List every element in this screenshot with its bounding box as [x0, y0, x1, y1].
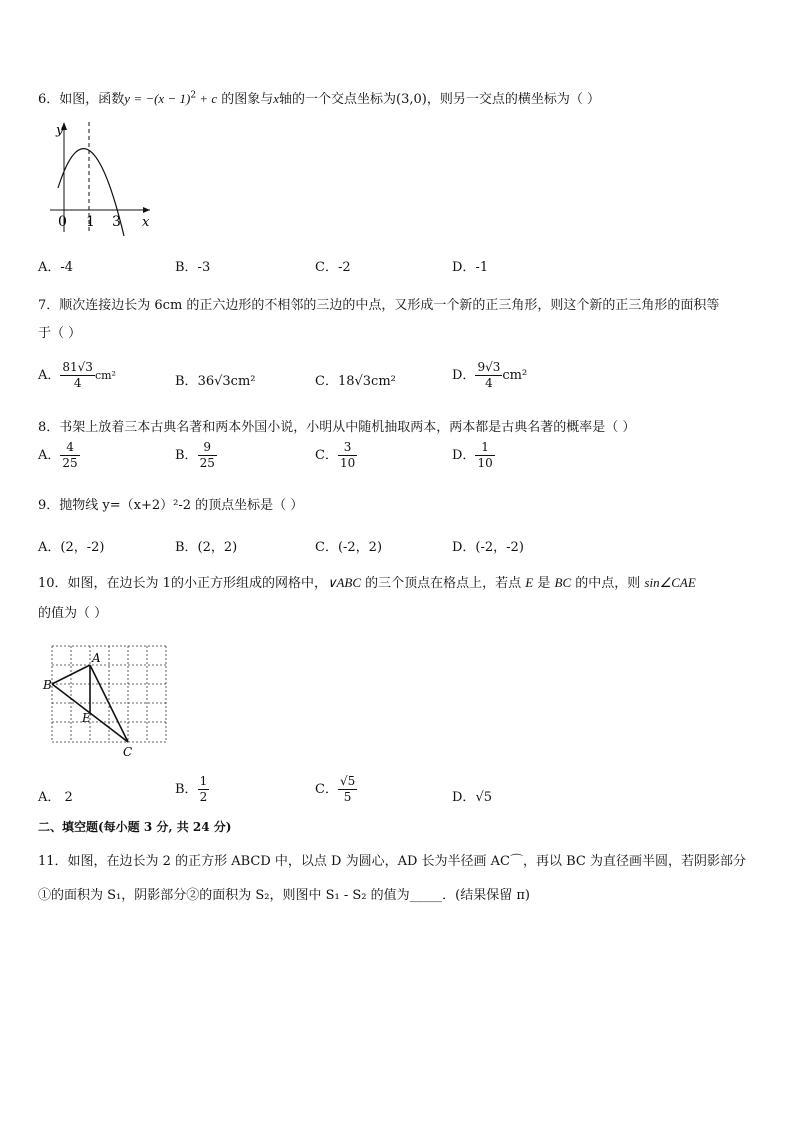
three-label: 3 [112, 214, 121, 230]
q8-stem: 8．书架上放着三本古典名著和两本外国小说，小明从中随机抽取两本，两本都是古典名著的概率是（ ） [38, 420, 636, 435]
q7-option-b: B．36√3cm² [175, 374, 256, 389]
q7-stem-line2: 于（ ） [38, 326, 82, 341]
q10-grid-figure [40, 640, 175, 765]
q7-stem-line1: 7．顺次连接边长为 6cm 的正六边形的不相邻的三边的中点，又形成一个新的正三角形，则这个新的正三角形的面积等 [38, 298, 720, 313]
q8-option-d: D． $\frac{1}{10}$ [452, 440, 493, 470]
point-e-label: E [82, 711, 91, 725]
q7-option-c: C．18√3cm² [315, 374, 396, 389]
q10-stem-line1: 10．如图，在边长为 1的小正方形组成的网格中，∨ABC 的三个顶点在格点上，若点 E 是 BC 的中点，则 sin∠CAE [38, 575, 696, 591]
q8-option-b: B． $\frac{9}{25}$ [175, 440, 215, 470]
q7-option-d: D． $\frac{9√3}{4}$ cm² [452, 360, 528, 390]
q6-option-b: B．-3 [175, 260, 211, 275]
point-b-label: B [43, 678, 52, 692]
one-label: 1 [86, 214, 95, 230]
section-heading: 二、填空题(每小题 3 分, 共 24 分) [38, 820, 232, 834]
q9-option-b: B．(2，2) [175, 540, 238, 555]
q8-option-a: A． $\frac{4}{25}$ [38, 440, 78, 470]
q11-stem-line1: 11．如图，在边长为 2 的正方形 ABCD 中，以点 D 为圆心，AD 长为半径画 AC⌒，再以 BC 为直径画半圆，若阴影部分 [38, 854, 746, 869]
y-label: y [56, 123, 64, 138]
q6-option-a: A．-4 [38, 260, 74, 275]
q9-stem: 9．抛物线 y=（x+2）²-2 的顶点坐标是（ ） [38, 498, 304, 513]
q10-option-d: D．√5 [452, 790, 492, 805]
point-c-label: C [123, 745, 133, 759]
q6-option-c: C．-2 [315, 260, 351, 275]
q10-option-c: C． $\frac{√5}{5}$ [315, 774, 356, 804]
q10-option-a: A． 2 [38, 790, 73, 805]
x-arrow [143, 207, 150, 213]
q6-stem: 6．如图，函数$y = -(x - 1)^2 + c$ 的图象与x轴的一个交点坐标为(3,0)，则另一交点的横坐标为（ ） [38, 90, 600, 107]
q8-option-c: C． $\frac{3}{10}$ [315, 440, 356, 470]
q10-option-b: B． $\frac{1}{2}$ [175, 774, 208, 804]
point-a-label: A [92, 651, 101, 665]
q9-option-a: A．(2，-2) [38, 540, 105, 555]
q11-stem-line2: ①的面积为 S₁，阴影部分②的面积为 S₂，则图中 S₁ - S₂ 的值为_____．(结果保留 π) [38, 888, 530, 903]
q10-stem-line2: 的值为（ ） [38, 606, 108, 621]
q7-option-a: A． $\frac{81√3}{4}$ cm² [38, 360, 116, 390]
q6-graph [40, 118, 160, 238]
q6-option-d: D．-1 [452, 260, 489, 275]
x-label: x [142, 215, 150, 230]
origin-label: 0 [58, 214, 67, 230]
q9-option-d: D．(-2，-2) [452, 540, 524, 555]
q9-option-c: C．(-2，2) [315, 540, 383, 555]
